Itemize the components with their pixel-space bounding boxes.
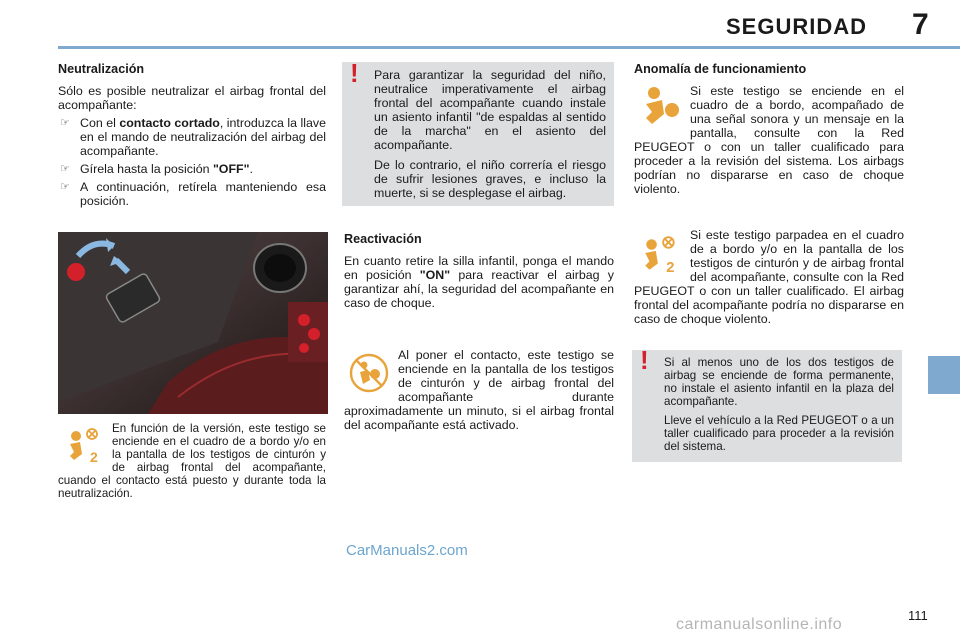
child-seat-warning-box: ! Para garantizar la seguridad del niño, neutralice imperativamente el airbag frontal del acompañante cuando instale un asiento infantil "de espaldas al sentido de la marcha" en el asiento del acompañante. De lo contrario, el niño correría el riesgo de sufrir lesiones graves, e incluso la muerte, si se desplegase el airbag. bbox=[342, 62, 614, 206]
anomalia-section: Anomalía de funcionamiento Si este testigo se enciende en el cuadro de a bordo, acompañado de una señal sonora y un mensaje en la pantalla, consulte con la Red PEUGEOT o con un taller cualificado para proceder a la revisión del sistema. Los airbags podrían no dispararse en caso de choque violento. bbox=[634, 62, 904, 196]
svg-text:2: 2 bbox=[666, 259, 675, 274]
exclamation-icon: ! bbox=[640, 345, 649, 375]
reactivacion-heading: Reactivación bbox=[344, 232, 422, 246]
header-rule bbox=[58, 46, 960, 49]
neutralizacion-heading: Neutralización bbox=[58, 62, 145, 76]
neutralizacion-section bbox=[58, 62, 326, 212]
airbag-fault-warning-icon bbox=[638, 84, 682, 131]
anomalia-blink-section: 2 Si este testigo parpadea en el cuadro de a bordo y/o en la pantalla de los testigos de cinturón y de airbag frontal del acompañante, consulte con la Red PEUGEOT o con un taller cualificado. El airbag frontal del acompañante podría no dispararse en caso de choque violento. bbox=[634, 228, 904, 326]
svg-text:2: 2 bbox=[90, 449, 98, 464]
pointing-hand-icon: ☞ bbox=[60, 117, 70, 129]
page-title: SEGURIDAD bbox=[726, 14, 868, 39]
neutralizacion-intro: Sólo es posible neutralizar el airbag frontal del acompañante: bbox=[58, 84, 326, 112]
airbag-key-switch-photo bbox=[58, 232, 328, 414]
airbag-passenger-warning-icon bbox=[638, 234, 682, 277]
version-note: 2 En función de la versión, este testigo se enciende en el cuadro de a bordo y/o en la pantalla de los testigos de cinturón y de airbag frontal del acompañante, cuando el contacto está puesto y durante toda la neutralización. bbox=[58, 422, 326, 500]
airbag-passenger-warning-icon bbox=[64, 426, 104, 467]
step-2: ☞ Gírela hasta la posición "OFF". bbox=[60, 162, 253, 176]
step-1: ☞ Con el contacto cortado, introduzca la llave en el mando de neutralización del airbag del acompañante. bbox=[60, 116, 326, 158]
reactivacion-section: Reactivación En cuanto retire la silla infantil, ponga el mando en posición "ON" para reactivar el airbag y garantizar ahí, la seguridad del acompañante en caso de choque. bbox=[344, 232, 614, 310]
watermark-link[interactable]: CarManuals2.com bbox=[346, 542, 468, 559]
page-number: 111 bbox=[908, 608, 928, 623]
pointing-hand-icon: ☞ bbox=[60, 181, 70, 193]
contact-note: Al poner el contacto, este testigo se enciende en la pantalla de los testigos de cinturón y de airbag frontal del acompañante durante aproximadamente un minuto, si el airbag frontal del acompañante está activado. bbox=[344, 348, 614, 432]
chapter-number: 7 bbox=[912, 8, 929, 41]
anomalia-heading: Anomalía de funcionamiento bbox=[634, 62, 807, 76]
bottom-watermark: carmanualsonline.info bbox=[676, 616, 843, 633]
pointing-hand-icon: ☞ bbox=[60, 163, 70, 175]
exclamation-icon: ! bbox=[350, 58, 359, 88]
airbag-active-warning-icon bbox=[348, 352, 390, 397]
chapter-side-tab bbox=[928, 356, 960, 394]
step-3: ☞ A continuación, retírela manteniendo esa posición. bbox=[60, 180, 326, 208]
airbag-fault-warning-box: ! Si al menos uno de los dos testigos de airbag se enciende de forma permanente, no instale el asiento infantil en la plaza del acompañante. Lleve el vehículo a la Red PEUGEOT o a un taller cualificado para proceder a la revisión del sistema. bbox=[632, 350, 902, 462]
